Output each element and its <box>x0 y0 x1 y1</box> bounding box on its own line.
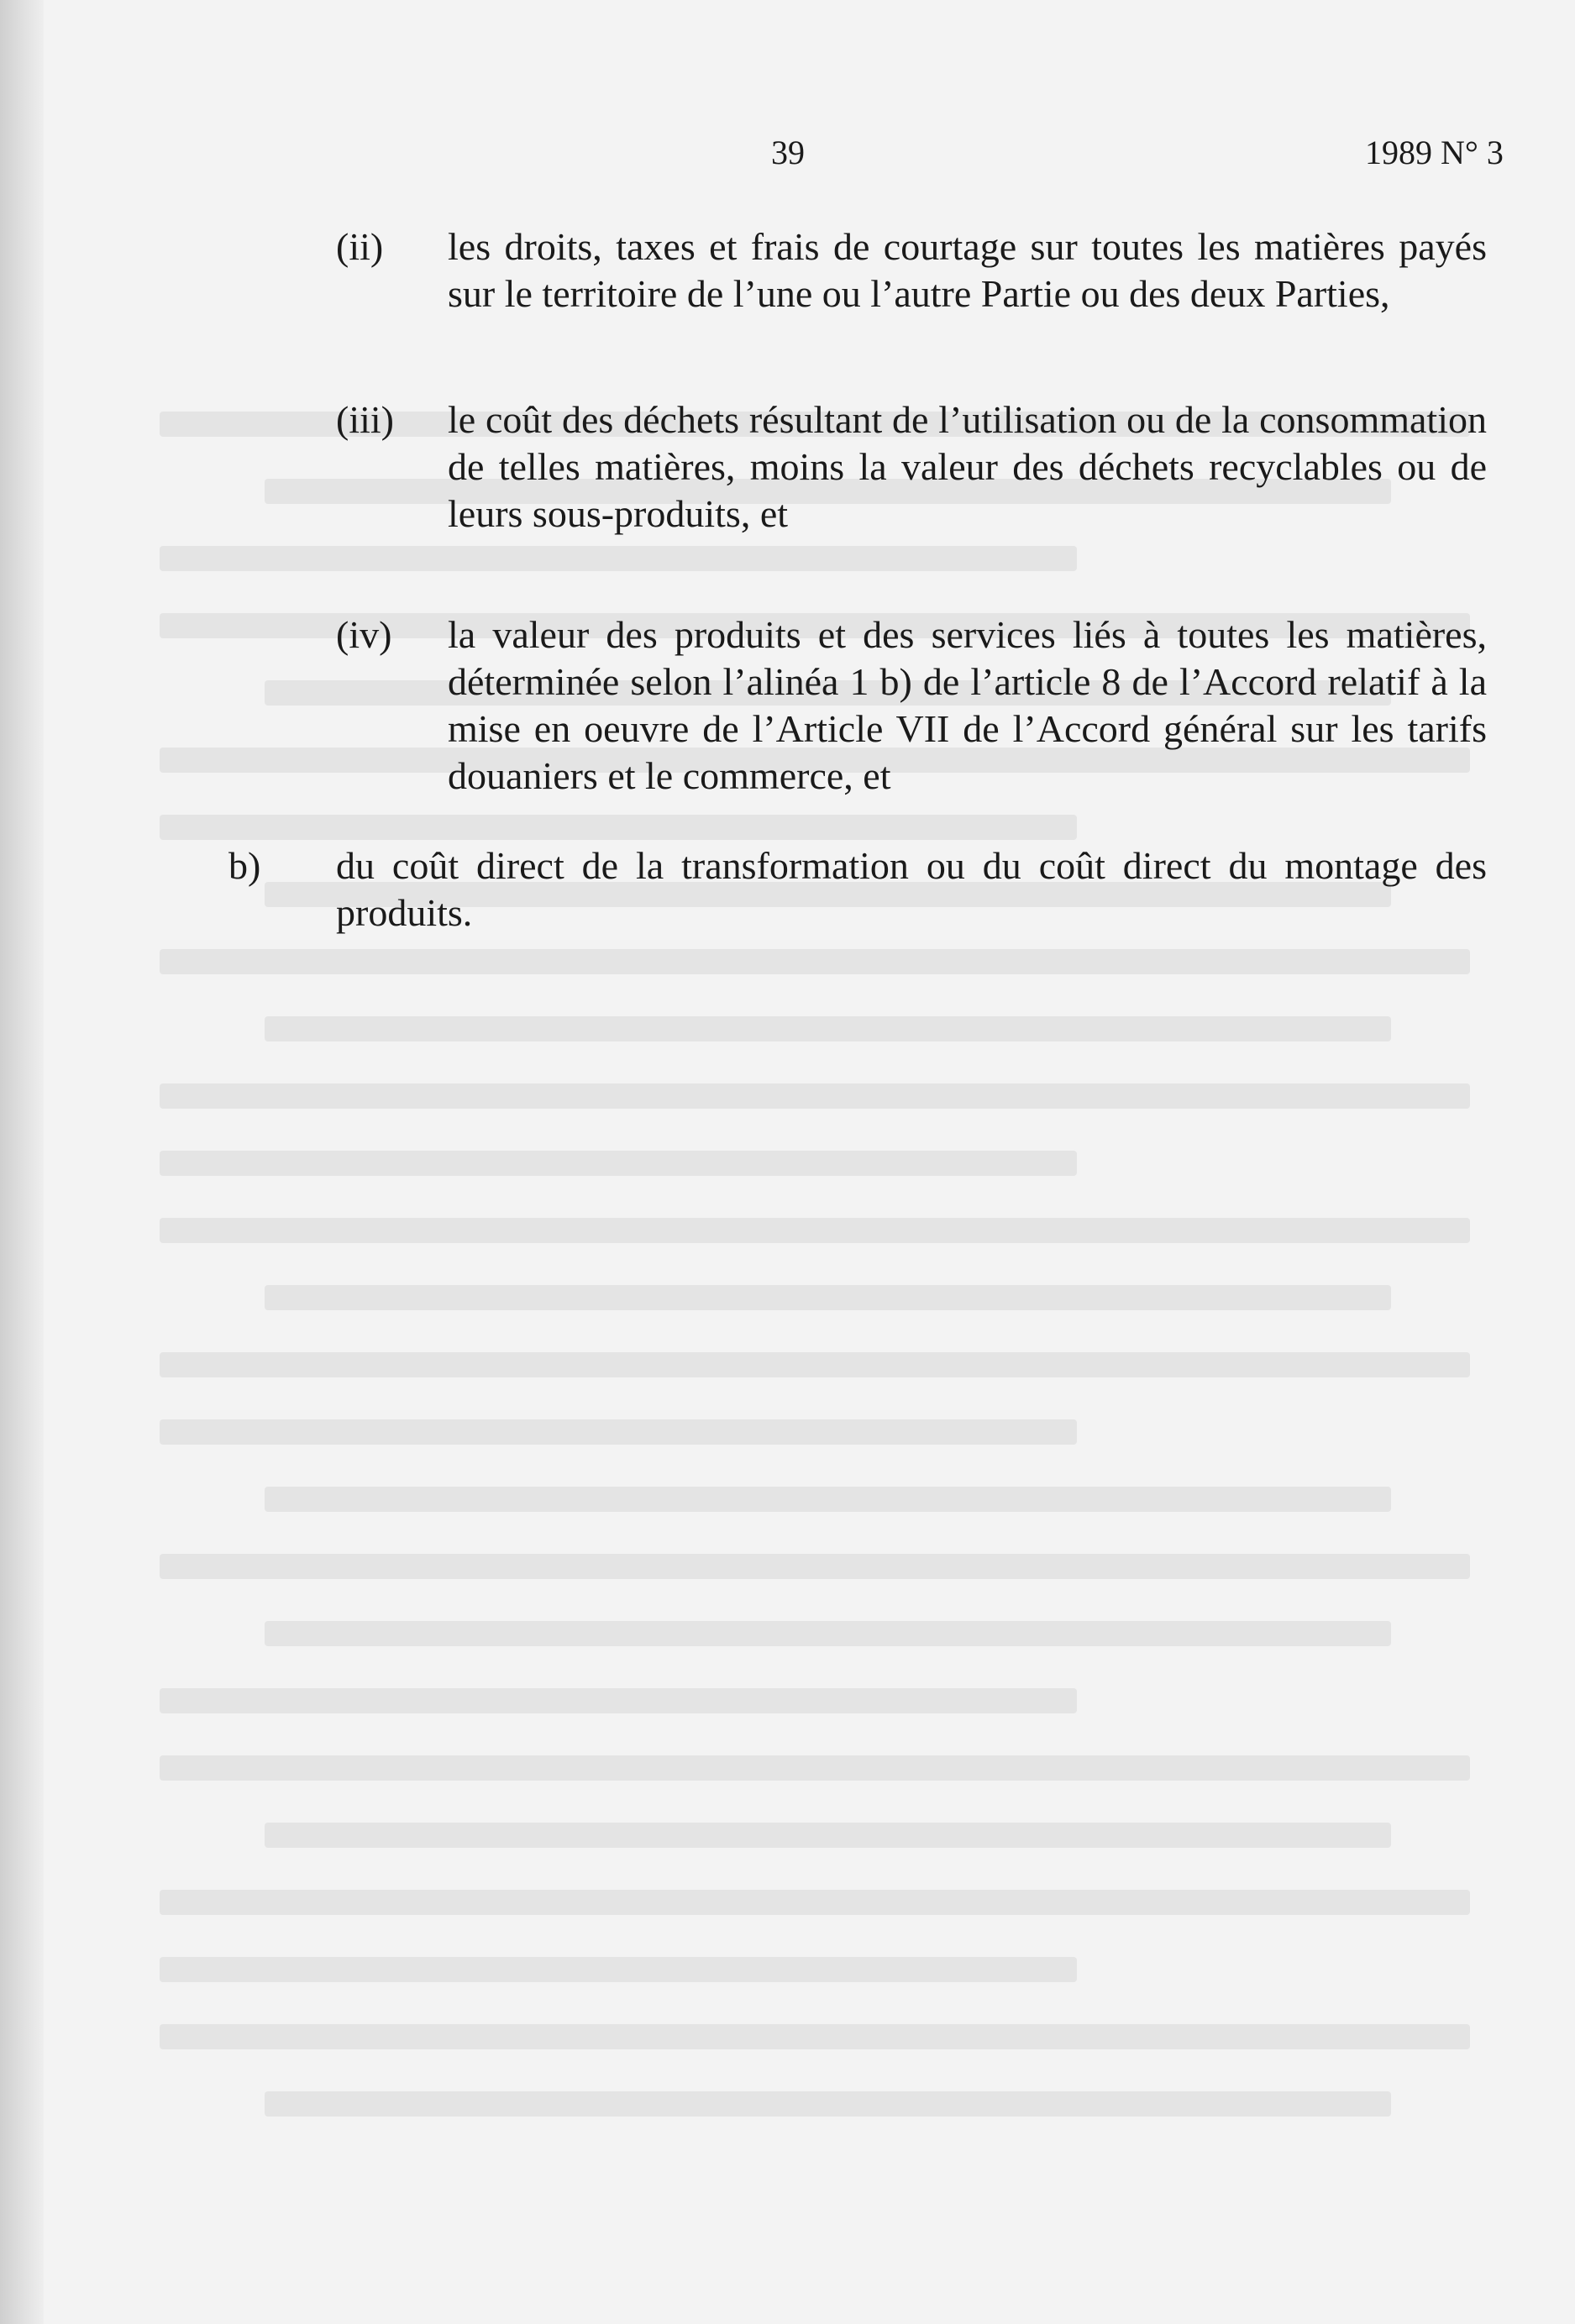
item-label: (iv) <box>336 613 392 656</box>
item-label: (iii) <box>336 398 394 441</box>
page-number: 39 <box>771 134 805 171</box>
document-reference: 1989 N° 3 <box>1365 134 1504 171</box>
item-label: b) <box>228 844 261 887</box>
item-label: (ii) <box>336 225 384 268</box>
item-text: la valeur des produits et des services liés à toutes les matières, déterminée selon l’alinéa 1 b) de l’article 8 de l’Accord relatif à la mise en oeuvre de l’Article VII de l’Accord général sur les tarifs douaniers et le commerce, et <box>448 613 1487 797</box>
item-text: le coût des déchets résultant de l’utilisation ou de la consommation de telles matières, moins la valeur des déchets recyclables ou de leurs sous-produits, et <box>448 398 1487 535</box>
item-text: les droits, taxes et frais de courtage sur toutes les matières payés sur le territoire de l’une ou l’autre Partie ou des deux Parties, <box>448 225 1487 315</box>
page-edge <box>0 0 44 2324</box>
item-text: du coût direct de la transformation ou du coût direct du montage des produits. <box>336 844 1487 934</box>
